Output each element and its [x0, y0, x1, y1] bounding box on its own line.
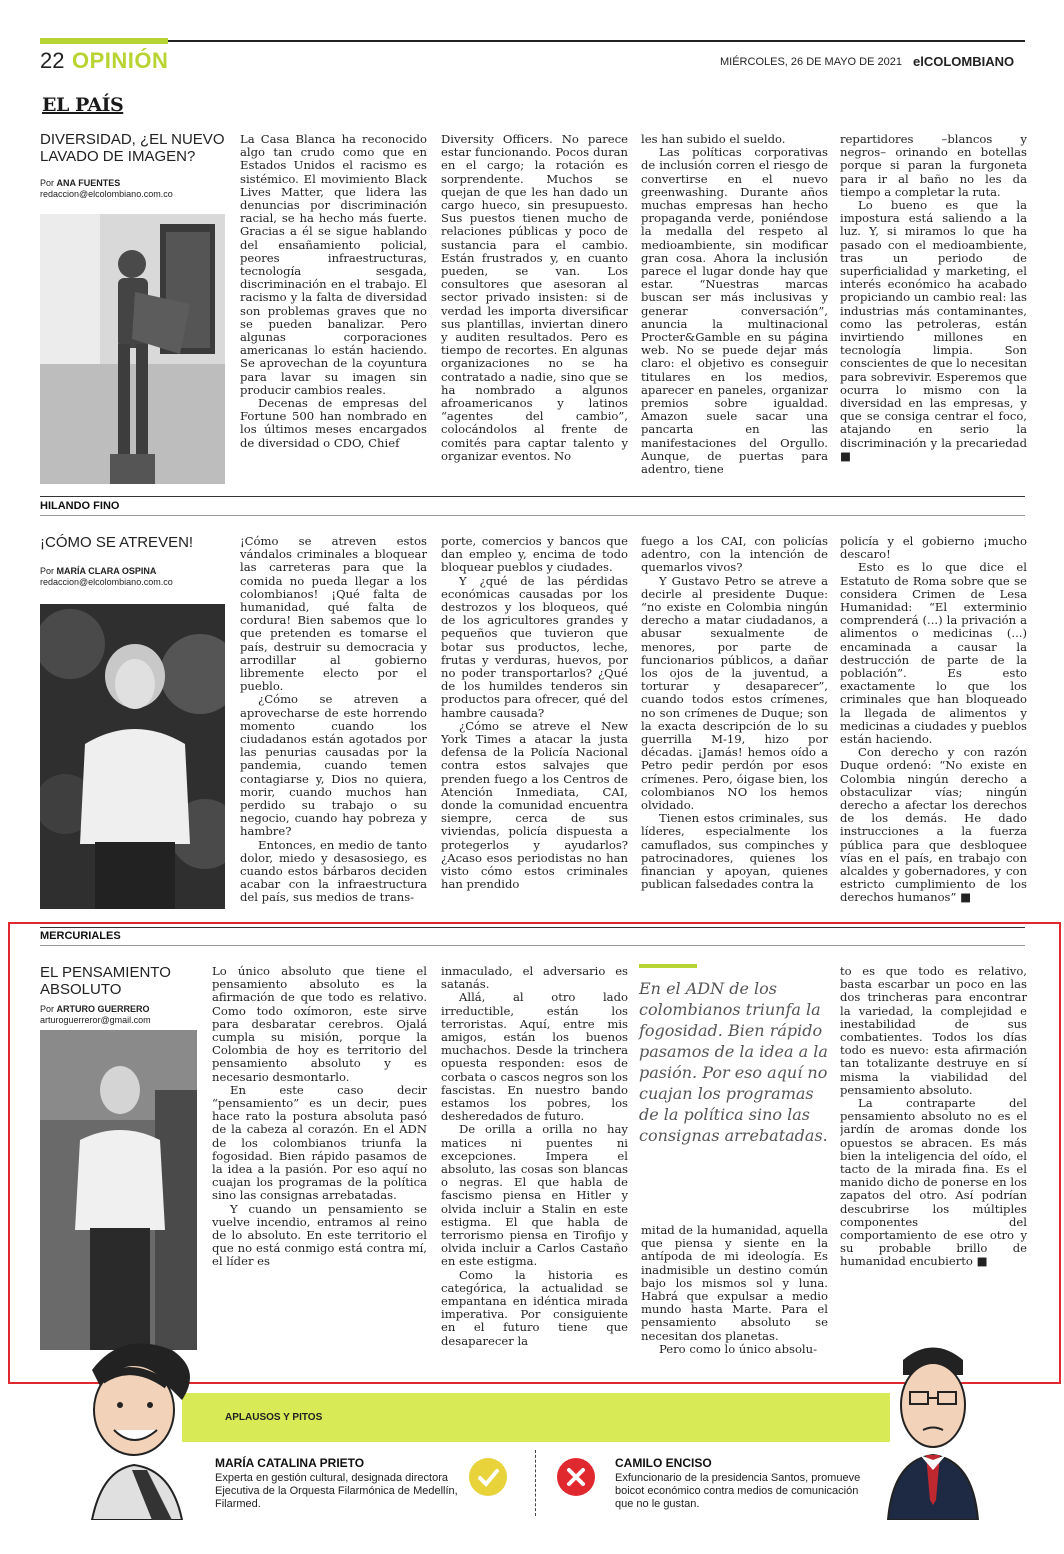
caricature-man: [878, 1330, 988, 1520]
paragraph: Lo bueno es que la impostura está saliendo a la luz. Y, si miramos lo que ha pasado con el medioambiente, tras un periodo de superficialidad y marketing, el interés económico ha acabado propiciando un cambio real: las industrias más contaminantes, como las petroleras, están invirtiendo millones en tecnología limpia. Son conscientes de que lo necesitan para sobrevivir. Esperemos que ocurra lo mismo con la diversidad en las empresas, y que se consiga centrar el foco, atajando en serio la discriminación y la precariedad ■: [840, 198, 1027, 463]
article1-byline: [40, 178, 230, 200]
author-email[interactable]: redaccion@elcolombiano.com.co: [40, 189, 173, 199]
pull-quote: En el ADN de los colombianos triunfa la fogosidad. Bien rápido pasamos de la idea a la pasión. Por eso aquí no cuajan los programas de la política sino las consignas arrebatadas.: [639, 979, 828, 1145]
source-logo: EL PAÍS: [42, 94, 124, 116]
issue-date: MIÉRCOLES, 26 DE MAYO DE 2021: [720, 56, 902, 68]
paragraph: Como la historia es categórica, la actualidad se empantana en idéntica mirada imperativa. Por consiguiente en el futuro tiene que desaparecer la: [441, 1267, 628, 1348]
paragraph: Pero como lo único absolu-: [659, 1341, 818, 1356]
article1-col2: [441, 133, 628, 488]
masthead-logo: elCOLOMBIANO: [913, 54, 1015, 69]
article3-kicker: MERCURIALES: [40, 930, 121, 942]
paragraph: En este caso decir “pensamiento” es un decir, pues hace rato la postura absoluta pasó de la cabeza al corazón. En el ADN de los colombianos triunfa la fogosidad. Bien rápido pasamos de la idea a la pasión. Por eso aquí no cuajan los programas de la política sino las consignas arrebatadas.: [212, 1082, 427, 1203]
byline-prefix: Por: [40, 1004, 55, 1014]
pull-quote-accent: [639, 964, 697, 968]
paragraph: Las políticas corporativas de inclusión corren el riesgo de convertirse en el nuevo greenwashing. Durante años muchas empresas han hecho propaganda verde, poniéndose la medalla del respeto al medioambiente, sin modificar gran cosa. Ahora la inclusión parece el lugar donde hay que estar. “Nuestras marcas buscan ser más inclusivas y generar conversación”, anuncia la multinacional Procter&Gamble en su página web. No se puede dejar más claro: el objetivo es conseguir titulares en los medios, aparecer en paneles, organizar premios sobre igualdad. Amazon suele sacar una pancarta en las manifestaciones del Orgullo. Aunque, de puertas para adentro, tiene: [641, 145, 828, 477]
article2-col1: [240, 535, 427, 918]
paragraph: Esto es lo que dice el Estatuto de Roma sobre que se considera Crimen de Lesa Humanidad: “El exterminio comprenderá (...) la privación a alimentos o medicinas (...) encaminada a causar la destrucción de parte de la población”. Es esto exactamente lo que los criminales que han bloqueado la llegada de alimentos y medicinas a ciudades y pueblos están haciendo.: [840, 560, 1027, 747]
paragraph: inmaculado, el adversario es satanás.: [441, 965, 628, 992]
paragraph: Tienen estos criminales, sus líderes, especialmente los camuflados, sus compinches y patrocinadores, quienes los financian y apoyan, quienes publican falsedades contra la: [641, 811, 828, 892]
article2-photo: [40, 604, 225, 909]
whistle-description: Exfuncionario de la presidencia Santos, promueve boicot económico contra medios de comunicación que no le gustan.: [615, 1472, 861, 1510]
paragraph: De orilla a orilla no hay matices ni puentes ni excepciones. Impera el absoluto, las cosas son blancas o negras. El que habla de fascismo piensa en Hitler y olvida incluir a Stalin en este estigma. El que habla de terrorismo piensa en Tirofijo y olvida incluir a Carlos Castaño en este estigma.: [441, 1122, 628, 1269]
author-name: MARÍA CLARA OSPINA: [56, 566, 157, 576]
article2-headline: ¡CÓMO SE ATREVEN!: [40, 534, 194, 551]
article2-col3: [641, 535, 828, 918]
whistle-name: CAMILO ENCISO: [615, 1456, 712, 1470]
byline-prefix: Por: [40, 178, 55, 188]
header-accent-bar: [40, 38, 168, 44]
author-name: ANA FUENTES: [56, 178, 121, 188]
paragraph: mitad de la humanidad, aquella que piensa y siente en la antípoda de mi ideología. Es inadmisible un destino común bajo los mismos sol y luna. Habrá que expulsar a medio mundo hasta Marte. Para el pensamiento absoluto se necesitan dos planetas.: [641, 1224, 828, 1343]
article3-col1: [212, 965, 427, 1357]
article3-byline: [40, 1004, 215, 1026]
paragraph: Diversity Officers. No parece estar funcionando. Pocos duran en el cargo; la rotación es sorprendente. Muchos se quejan de que les han dado un cargo hueco, sin presupuesto. Sus puestos tienen mucho de relaciones públicas y poco de sustancia para el cambio. Están frustrados y, en cuanto pueden, se van. Los consultores que asesoran al sector privado insisten: si de verdad les importa diversificar sus plantillas, inviertan dinero y auditen resultados. Pero es tiempo de recortes. En algunas organizaciones no se ha contratado a nadie, sino que se ha nombrado a algunos afroamericanos y latinos “agentes del cambio”, colocándolos al frente de comités para captar talento y organizar eventos. No: [441, 133, 628, 463]
byline-prefix: Por: [40, 566, 55, 576]
section-divider: [40, 515, 1025, 516]
paragraph: ¿Cómo se atreven a aprovecharse de este horrendo momento cuando los ciudadanos están agotados por las penurias causadas por la pandemia, cuando temen contagiarse y, Dios no quiera, morir, cuando muchos han perdido su trabajo o su negocio, cuando hay pobreza y hambre?: [240, 692, 427, 839]
paragraph: to es que todo es relativo, basta escarbar un poco en las dos trincheras para encontrar la variedad, la complejidad e inestabilidad de sus combatientes. Todos los días todo es nuevo: esta afirmación tan totalizante destruye en sí misma la viabilidad del pensamiento absoluto.: [840, 965, 1027, 1097]
article3-col3: [641, 1224, 828, 1356]
page-number: 22: [40, 48, 65, 73]
article2-byline: [40, 566, 230, 588]
article1-photo: [40, 214, 225, 484]
paragraph: Y ¿qué de las pérdidas económicas causadas por los destrozos y los bloqueos, qué de los agricultores grandes y pequeños que tuvieron que botar sus productos, leche, frutas y verduras, huevos, por no poder transportarlos? ¿Qué de los humildes tenderos sin productos para ofrecer, qué del hambre causada?: [441, 573, 628, 720]
article1-col4: [840, 133, 1027, 488]
article3-photo: [40, 1030, 197, 1350]
header-rule: [40, 40, 1025, 42]
paragraph: Decenas de empresas del Fortune 500 han nombrado en los últimos meses encargados de diversidad o CDO, Chief: [240, 396, 427, 450]
article1-headline: DIVERSIDAD, ¿EL NUEVO LAVADO DE IMAGEN?: [40, 131, 225, 165]
author-name: ARTURO GUERRERO: [56, 1004, 150, 1014]
paragraph: ¡Cómo se atreven estos vándalos criminales a bloquear las carreteras para que la comida no pueda llegar a los colombianos! ¡Qué falta de humanidad, qué falta de cordura! Bien sabemos que lo que pretenden es tomarse el país, destruir su democracia y arrodillar al gobierno libremente electo por el pueblo.: [240, 535, 427, 694]
check-icon: [469, 1458, 507, 1496]
x-icon: [557, 1458, 595, 1496]
aplausos-separator: [535, 1450, 536, 1516]
article1-col3: [641, 133, 828, 488]
article3-col4: [840, 965, 1027, 1357]
section-divider: [40, 945, 1025, 946]
section-title: OPINIÓN: [72, 48, 169, 73]
statue-photo-illustration: [40, 214, 225, 484]
paragraph: repartidores –blancos y negros– orinando en botellas porque si paran la furgoneta para ir al baño no les da tiempo a completar la ruta.: [840, 133, 1027, 199]
article3-col2: [441, 965, 628, 1357]
caricature-woman: [62, 1330, 212, 1520]
author-email[interactable]: redaccion@elcolombiano.com.co: [40, 577, 173, 587]
paragraph: policía y el gobierno ¡mucho descaro!: [840, 535, 1027, 562]
paragraph: Con derecho y con razón Duque ordenó: “No existe en Colombia ningún derecho a obstaculizar vías; ningún derecho a afectar los derechos de los demás. He dado instrucciones a la fuerza pública para que desbloquee vías en el país, en trabajo con alcaldes y gobernadores, y con estricto cumplimiento de los derechos humanos” ■: [840, 745, 1027, 905]
applause-description: Experta en gestión cultural, designada directora Ejecutiva de la Orquesta Filarmónica de Medellín, Filarmed.: [215, 1472, 458, 1510]
paragraph: les han subido el sueldo.: [641, 133, 786, 146]
section-divider: [40, 496, 1025, 497]
paragraph: Entonces, en medio de tanto dolor, miedo y desasosiego, es cuando estos bárbaros deciden acabar con la infraestructura del país, sus medios de trans-: [240, 837, 427, 905]
author-portrait-illustration: [40, 604, 225, 909]
paragraph: Allá, al otro lado irreductible, están los terroristas. Aquí, entre mis amigos, están los buenos muchachos. Desde la trinchera opuesta responden: esos de corbata o cascos negros son los fascistas. En nuestro bando estamos los pobres, los desheredados de futuro.: [441, 990, 628, 1124]
aplausos-title: APLAUSOS Y PITOS: [225, 1412, 323, 1423]
paragraph: ¿Cómo se atreve el New York Times a atacar la justa defensa de la Policía Nacional contra estos salvajes que prenden fuego a los Centros de Atención Inmediata, CAI, donde la comunidad encuentra siempre, cerca de sus viviendas, policía dispuesta a protegerlos y ayudarlos? ¿Acaso esos periodistas no han visto cómo estos criminales han prendido: [441, 718, 628, 892]
woman-caricature-illustration: [62, 1330, 212, 1520]
paragraph: fuego a los CAI, con policías adentro, con la intención de quemarlos vivos?: [641, 535, 828, 575]
article2-col4: [840, 535, 1027, 918]
paragraph: Y Gustavo Petro se atreve a decirle al presidente Duque: “no existe en Colombia ningún derecho a matar ciudadanos, a abusar sexualmente de menores, por parte de funcionarios públicos, a dañar los ojos de la juventud, a torturar y desaparecer”, cuando todos estos crímenes, no son crímenes de Duque; son la exacta descripción de lo su guerrilla M-19, hizo por décadas. ¡Jamás! hemos oído a Petro pedir perdón por esos crímenes. Pero, óigase bien, los colombianos NO los hemos olvidado.: [641, 573, 828, 813]
paragraph: La contraparte del pensamiento absoluto no es el jardín de aromas donde los opuestos se abracen. Es más bien la inteligencia del oído, el tacto de la mirada fina. Es el manido dicho de ponerse en los zapatos del otro. Así podrían descubrirse los múltiples componentes del comportamiento de ese otro y su probable brillo de humanidad encubierto ■: [840, 1096, 1027, 1269]
article3-headline: EL PENSAMIENTO ABSOLUTO: [40, 964, 171, 998]
article2-col2: [441, 535, 628, 918]
man-caricature-illustration: [878, 1330, 988, 1520]
author-email[interactable]: arturoguerreror@gmail.com: [40, 1015, 151, 1025]
section-divider: [40, 927, 1025, 928]
article1-col1: [240, 133, 427, 488]
paragraph: Lo único absoluto que tiene el pensamiento absoluto es la afirmación de que todo es relativo. Como todo oxímoron, este sirve para desbaratar cerebros. Ojalá cumpla su misión, porque la Colombia de hoy es territorio del pensamiento absoluto y es necesario desmontarlo.: [212, 965, 427, 1084]
paragraph: La Casa Blanca ha reconocido algo tan crudo como que en Estados Unidos el racismo es sistémico. El movimiento Black Lives Matter, que lidera las denuncias por discriminación racial, se ha hecho más fuerte. Gracias a él se sigue hablando del ensañamiento policial, peores infraestructuras, tecnología sesgada, discriminación en el trabajo. El racismo y la falta de diversidad son problemas graves que no se pueden banalizar. Pero algunas corporaciones americanas lo están haciendo. Se aprovechan de la coyuntura para lavar su imagen sin producir cambios reales.: [240, 133, 427, 397]
author-portrait-illustration: [40, 1030, 197, 1350]
paragraph: Y cuando un pensamiento se vuelve incendio, entramos al reino de lo absoluto. En este territorio el que no está conmigo está contra mí, el líder es: [212, 1201, 427, 1269]
paragraph: porte, comercios y bancos que dan empleo y, encima de todo bloquear pueblos y ciudades.: [441, 535, 628, 575]
applause-name: MARÍA CATALINA PRIETO: [215, 1456, 365, 1470]
article2-kicker: HILANDO FINO: [40, 500, 120, 512]
